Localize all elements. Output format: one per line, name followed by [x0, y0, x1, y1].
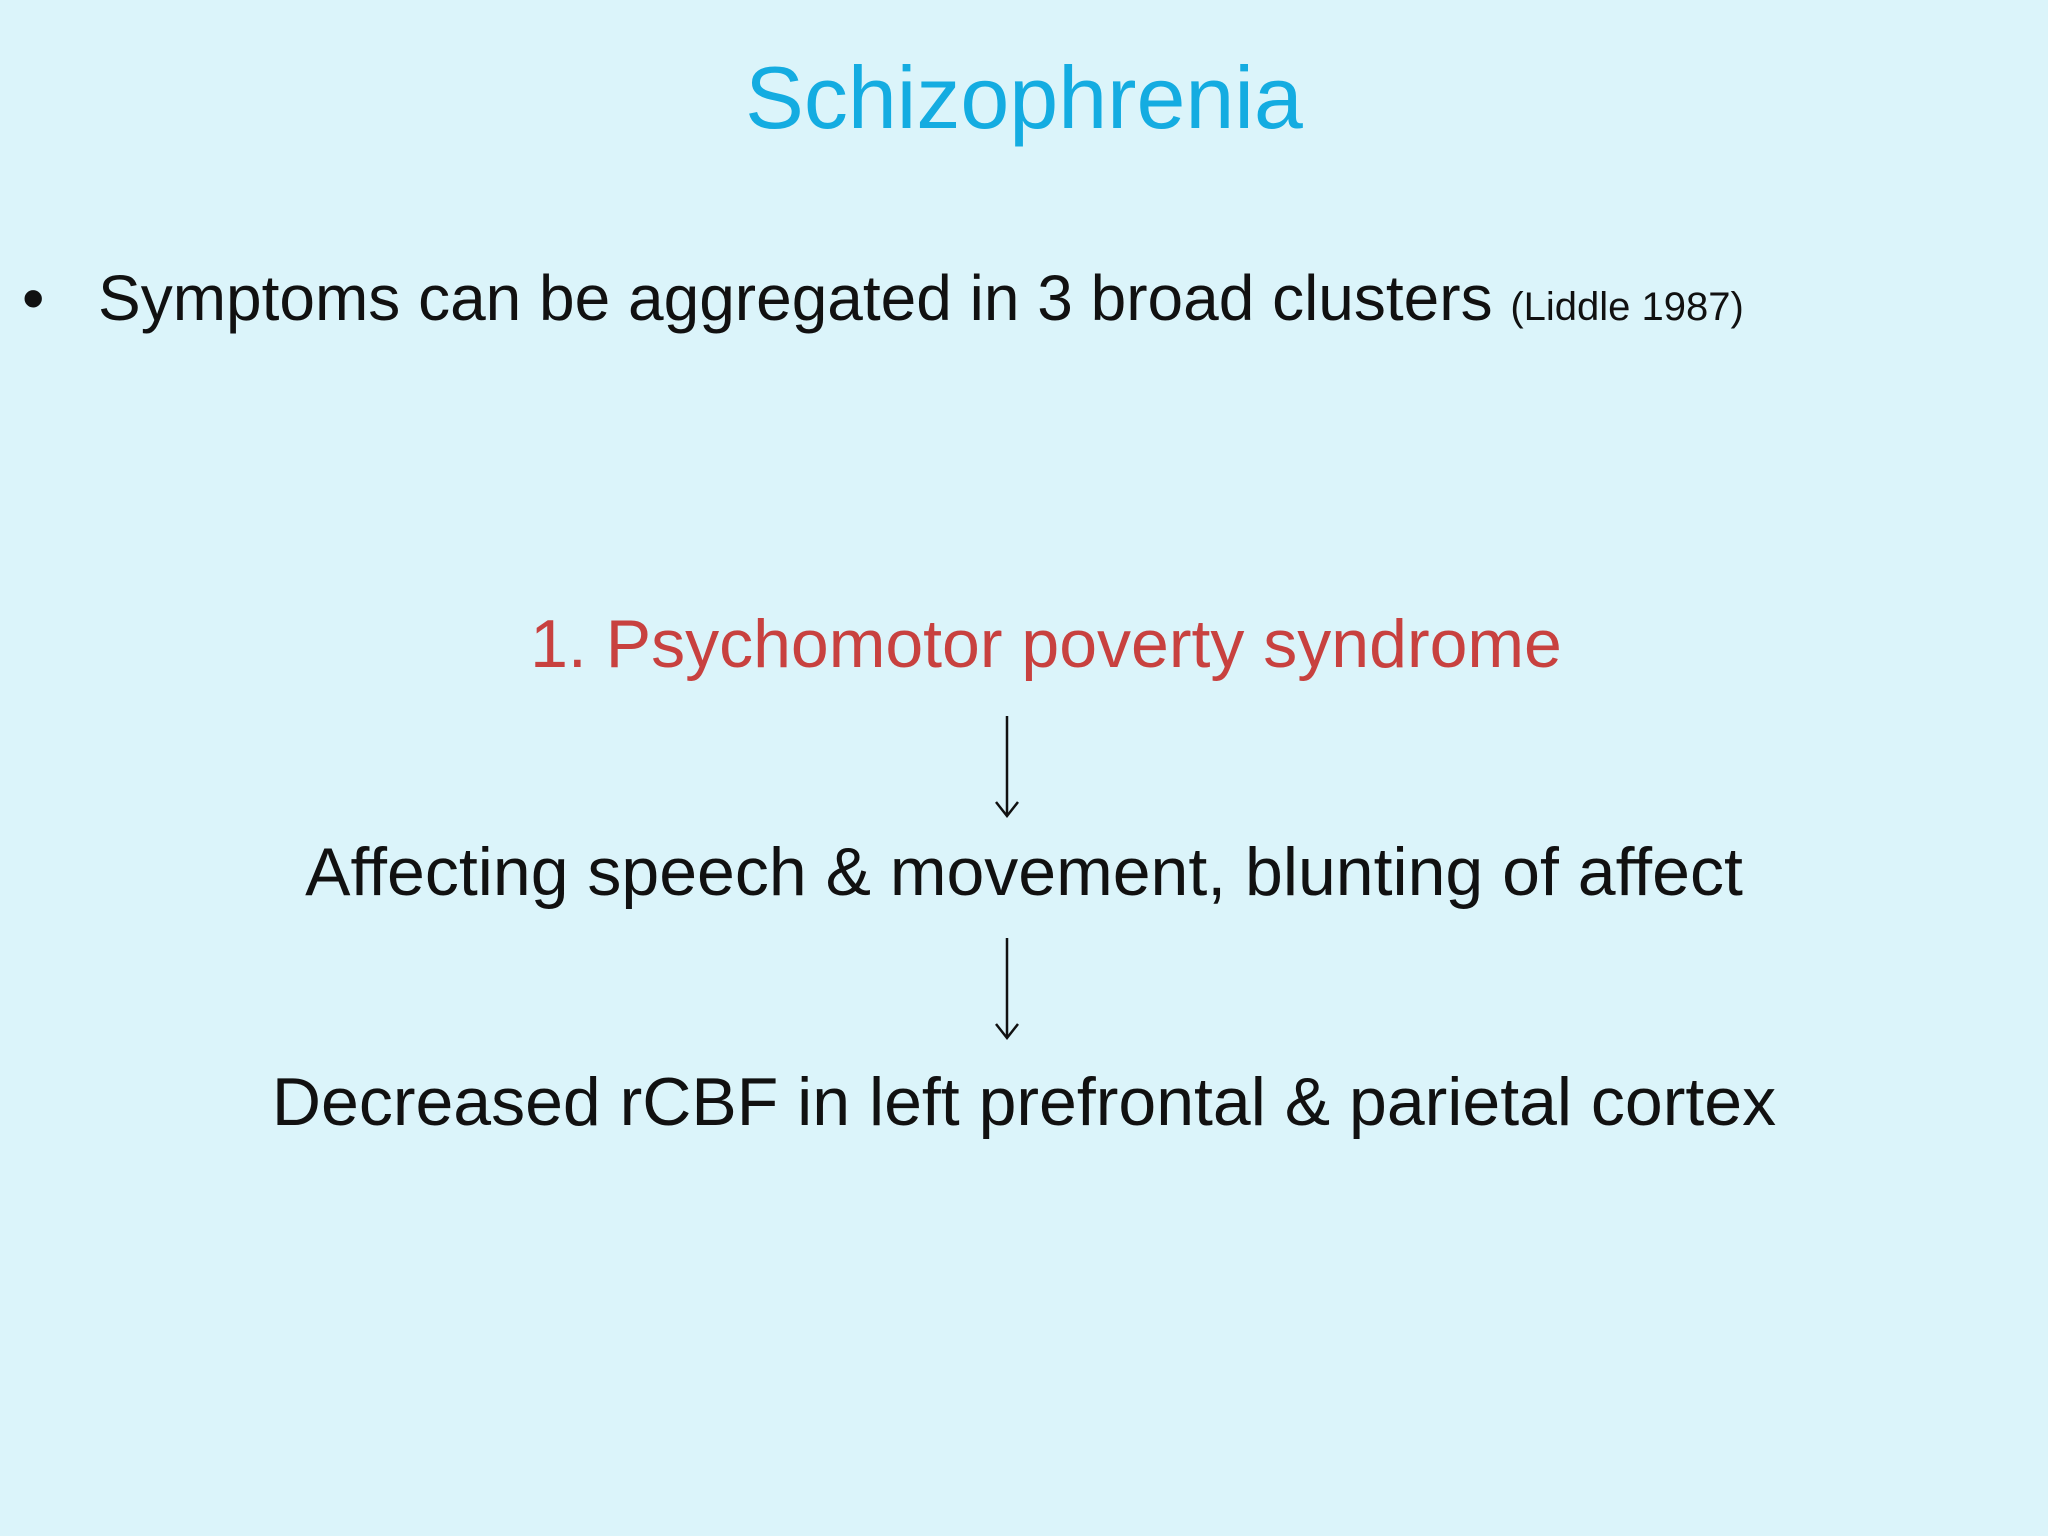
bullet-text: Symptoms can be aggregated in 3 broad clusters [98, 262, 1511, 334]
effect-text: Affecting speech & movement, blunting of affect [305, 834, 1743, 910]
bullet-text-wrapper [98, 256, 1744, 349]
slide-title: Schizophrenia [745, 48, 1303, 147]
bullet-marker: • [22, 262, 45, 334]
down-arrow-icon [989, 714, 1025, 820]
bullet-item [0, 256, 2048, 340]
bullet-citation: (Liddle 1987) [1510, 285, 1744, 329]
cluster-heading: 1. Psychomotor poverty syndrome [530, 606, 1562, 682]
down-arrow-icon [989, 936, 1025, 1042]
result-text: Decreased rCBF in left prefrontal & parietal cortex [271, 1064, 1777, 1140]
